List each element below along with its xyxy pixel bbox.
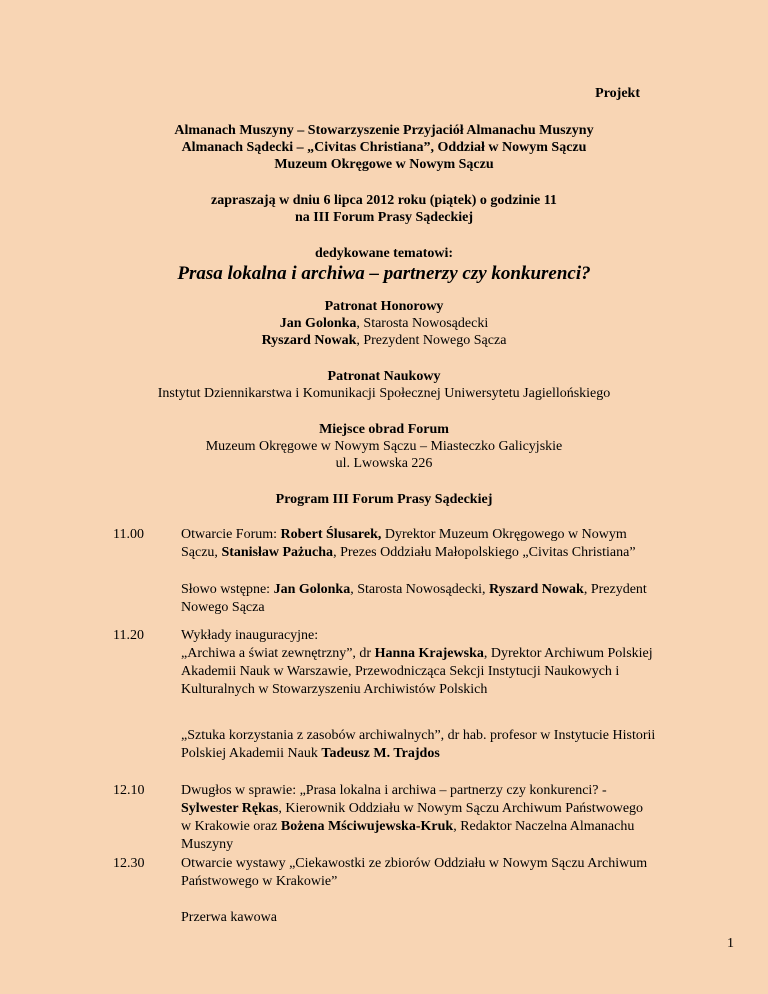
person-name: Stanisław Pażucha	[221, 545, 334, 560]
program-item: Otwarcie wystawy „Ciekawostki ze zbiorów Oddziału w Nowym Sączu Archiwum Państwowego w Krakowie”	[181, 856, 648, 889]
forum-topic: Prasa lokalna i archiwa – partnerzy czy konkurenci?	[177, 263, 591, 284]
organizer-line-1: Almanach Muszyny – Stowarzyszenie Przyjaciół Almanachu Muszyny	[174, 123, 594, 138]
item-text: , Dyrektor Archiwum Polskiej Akademii Nauk w Warszawie, Przewodnicząca Sekcji Instytucji Naukowych i Kulturalnych w Stowarzyszeniu Archiwistów Polskich	[181, 646, 653, 697]
page-number: 1	[727, 936, 734, 951]
item-text: , Starosta Nowosądecki,	[350, 582, 490, 597]
program-item	[181, 727, 656, 763]
patron-role: , Starosta Nowosądecki	[356, 316, 489, 331]
scientific-patronage-title: Patronat Naukowy	[327, 369, 441, 384]
program-item	[181, 627, 656, 699]
item-text: Słowo wstępne:	[181, 582, 274, 597]
item-text: , Prezes Oddziału Małopolskiego „Civitas Christiana”	[333, 545, 636, 560]
organizer-line-3: Muzeum Okręgowe w Nowym Sączu	[274, 157, 494, 172]
item-text: Wykłady inauguracyjne:	[181, 628, 319, 643]
patron-name: Ryszard Nowak	[261, 333, 357, 348]
scientific-patron: Instytut Dziennikarstwa i Komunikacji Społecznej Uniwersytetu Jagiellońskiego	[157, 386, 611, 401]
item-text: , Redaktor Naczelna Almanachu Muszyny	[181, 819, 635, 852]
item-text: „Sztuka korzystania z zasobów archiwalnych”, dr hab. profesor w Instytucie Historii Polskiej Akademii Nauk	[181, 728, 656, 761]
coffee-break: Przerwa kawowa	[181, 910, 278, 925]
organizer-line-2: Almanach Sądecki – „Civitas Christiana”, Oddział w Nowym Sączu	[181, 140, 587, 155]
person-name: Jan Golonka	[273, 582, 351, 597]
program-time: 12.10	[113, 783, 145, 798]
item-text: , Kierownik Oddziału w Nowym Sączu Archiwum Państwowego w Krakowie oraz	[181, 801, 644, 834]
venue-line-2: ul. Lwowska 226	[335, 456, 433, 471]
item-text: „Archiwa a świat zewnętrzny”, dr	[181, 646, 375, 661]
venue-line-1: Muzeum Okręgowe w Nowym Sączu – Miasteczko Galicyjskie	[205, 439, 563, 454]
dedication-label: dedykowane tematowi:	[314, 246, 454, 261]
item-text: Dyrektor Muzeum Okręgowego w Nowym Sączu,	[181, 527, 627, 560]
item-text: Otwarcie Forum:	[181, 527, 281, 542]
invite-line-1: zapraszają w dniu 6 lipca 2012 roku (piątek) o godzinie 11	[211, 193, 557, 208]
program-time: 11.20	[113, 628, 144, 643]
item-text: , Prezydent Nowego Sącza	[181, 582, 647, 615]
patron-role: , Prezydent Nowego Sącza	[356, 333, 507, 348]
invite-line-2: na III Forum Prasy Sądeckiej	[294, 210, 474, 225]
honorary-patronage-title: Patronat Honorowy	[324, 299, 444, 314]
person-name: Tadeusz M. Trajdos	[321, 746, 440, 761]
person-name: Ryszard Nowak	[489, 582, 584, 597]
person-name: Robert Ślusarek,	[280, 527, 382, 542]
person-name: Bożena Mściwujewska-Kruk	[280, 819, 454, 834]
patron-name: Jan Golonka	[279, 316, 357, 331]
program-item	[181, 782, 656, 854]
item-text	[181, 645, 656, 699]
program-item	[181, 526, 656, 562]
honorary-patron-2	[0, 332, 768, 350]
venue-title: Miejsce obrad Forum	[319, 422, 449, 437]
program-title: Program III Forum Prasy Sądeckiej	[275, 492, 493, 507]
item-text: Dwugłos w sprawie: „Prasa lokalna i archiwa – partnerzy czy konkurenci? -	[181, 783, 607, 798]
program-item	[181, 581, 656, 617]
program-time: 12.30	[113, 856, 145, 871]
program-time: 11.00	[113, 527, 144, 542]
honorary-patron-1	[0, 315, 768, 333]
person-name: Hanna Krajewska	[374, 646, 484, 661]
person-name: Sylwester Rękas	[181, 801, 279, 816]
projekt-label: Projekt	[595, 86, 640, 101]
